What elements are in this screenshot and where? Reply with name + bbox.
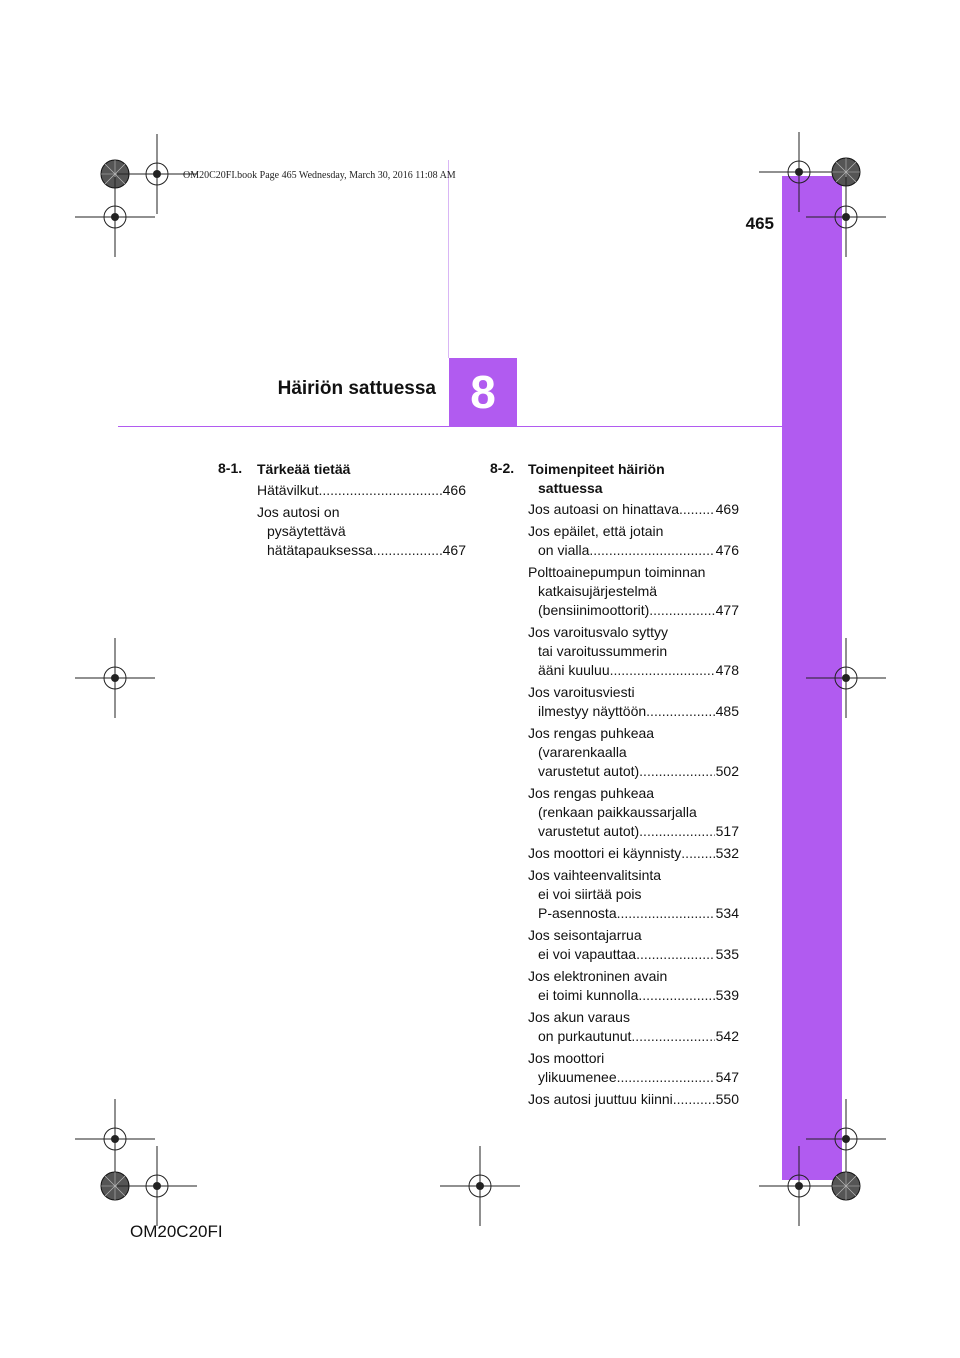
toc-entry-page: 534 [715, 905, 739, 921]
toc-entry-text: ääni kuuluu [538, 662, 610, 678]
toc-entry-page: 532 [715, 845, 739, 861]
registration-mark [759, 132, 839, 212]
toc-entry-text: Jos epäilet, että jotain [528, 523, 664, 539]
page-number: 465 [745, 214, 774, 233]
section-title-left: Tärkeää tietää [257, 461, 351, 477]
toc-entry-text: hätätapauksessa [267, 542, 373, 558]
toc-entry-text: ylikuumenee [538, 1069, 617, 1085]
registration-mark [117, 134, 197, 214]
toc-entry-text: Jos moottori ei käynnisty [528, 845, 682, 861]
toc-entry-page: 467 [442, 542, 466, 558]
registration-mark [806, 638, 886, 718]
toc-entry-text: varustetut autot) [538, 823, 640, 839]
toc-entry-text: Jos varoitusvalo syttyy [528, 624, 669, 640]
toc-entry-page: 517 [715, 823, 739, 839]
toc-entry-text: Jos rengas puhkeaa [528, 725, 655, 741]
toc-entry-page: 466 [442, 482, 466, 498]
registration-mark [75, 177, 155, 257]
toc-entry-text: Jos elektroninen avain [528, 968, 668, 984]
toc-entry-page: 469 [715, 501, 739, 517]
print-header: OM20C20FI.book Page 465 Wednesday, March 30, 2016 11:08 AM [183, 170, 456, 181]
toc-entry-text: ilmestyy näyttöön [538, 703, 647, 719]
toc-entry-text: katkaisujärjestelmä [538, 583, 658, 599]
toc-entry-text: P-asennosta [538, 905, 617, 921]
registration-mark [806, 177, 886, 257]
toc-entry-page: 539 [715, 987, 739, 1003]
toc-entry-text: pysäytettävä [267, 523, 346, 539]
registration-mark [806, 1099, 886, 1179]
section-title-right-line-2: sattuessa [538, 480, 603, 496]
toc-entry-text: Hätävilkut [257, 482, 319, 498]
toc-entry-text: on vialla [538, 542, 590, 558]
toc-entry-page: 550 [715, 1091, 739, 1107]
toc-entry-text: Jos vaihteenvalitsinta [528, 867, 662, 883]
section-number-right: 8-2. [490, 460, 515, 476]
registration-mark [117, 1146, 197, 1226]
toc-entry-text: on purkautunut [538, 1028, 632, 1044]
footer-code: OM20C20FI [130, 1222, 223, 1241]
toc-entry-text: ei voi siirtää pois [538, 886, 642, 902]
toc-entry-text: Jos akun varaus [528, 1009, 630, 1025]
toc-entry-page: 535 [715, 946, 739, 962]
registration-sun-mark [832, 1172, 860, 1200]
toc-entry-page: 542 [715, 1028, 739, 1044]
registration-mark [75, 1099, 155, 1179]
registration-mark [759, 1146, 839, 1226]
toc-entry-page: 485 [715, 703, 739, 719]
toc-entry-page: 476 [715, 542, 739, 558]
toc-entry-page: 478 [715, 662, 739, 678]
toc-entry-text: Jos autosi on [257, 504, 340, 520]
chapter-title: Häiriön sattuessa [277, 378, 436, 399]
toc-entry-text: Jos rengas puhkeaa [528, 785, 655, 801]
toc-entry-text: varustetut autot) [538, 763, 640, 779]
toc-entry-text: ei voi vapauttaa [538, 946, 637, 962]
section-number-left: 8-1. [218, 460, 243, 476]
toc-entry-text: Polttoainepumpun toiminnan [528, 564, 706, 580]
toc-entry-text: (vararenkaalla [538, 744, 627, 760]
toc-entry-text: (bensiinimoottorit) [538, 602, 650, 618]
toc-entry-text: Jos seisontajarrua [528, 927, 642, 943]
toc-entry-text: Jos autoasi on hinattava [528, 501, 679, 517]
toc-entry-page: 547 [715, 1069, 739, 1085]
toc-entry-page: 477 [715, 602, 739, 618]
toc-entry-text: Jos moottori [528, 1050, 605, 1066]
toc-entry-text: Jos varoitusviesti [528, 684, 635, 700]
chapter-number: 8 [470, 366, 496, 418]
toc-entry-text: Jos autosi juuttuu kiinni [528, 1091, 673, 1107]
registration-mark [440, 1146, 520, 1226]
toc-entry-text: (renkaan paikkaussarjalla [538, 804, 697, 820]
toc-entry-page: 502 [715, 763, 739, 779]
toc-entry-text: tai varoitussummerin [538, 643, 668, 659]
toc-entry-text: ei toimi kunnolla [538, 987, 639, 1003]
registration-mark [75, 638, 155, 718]
section-title-right-line-1: Toimenpiteet häiriön [528, 461, 665, 477]
